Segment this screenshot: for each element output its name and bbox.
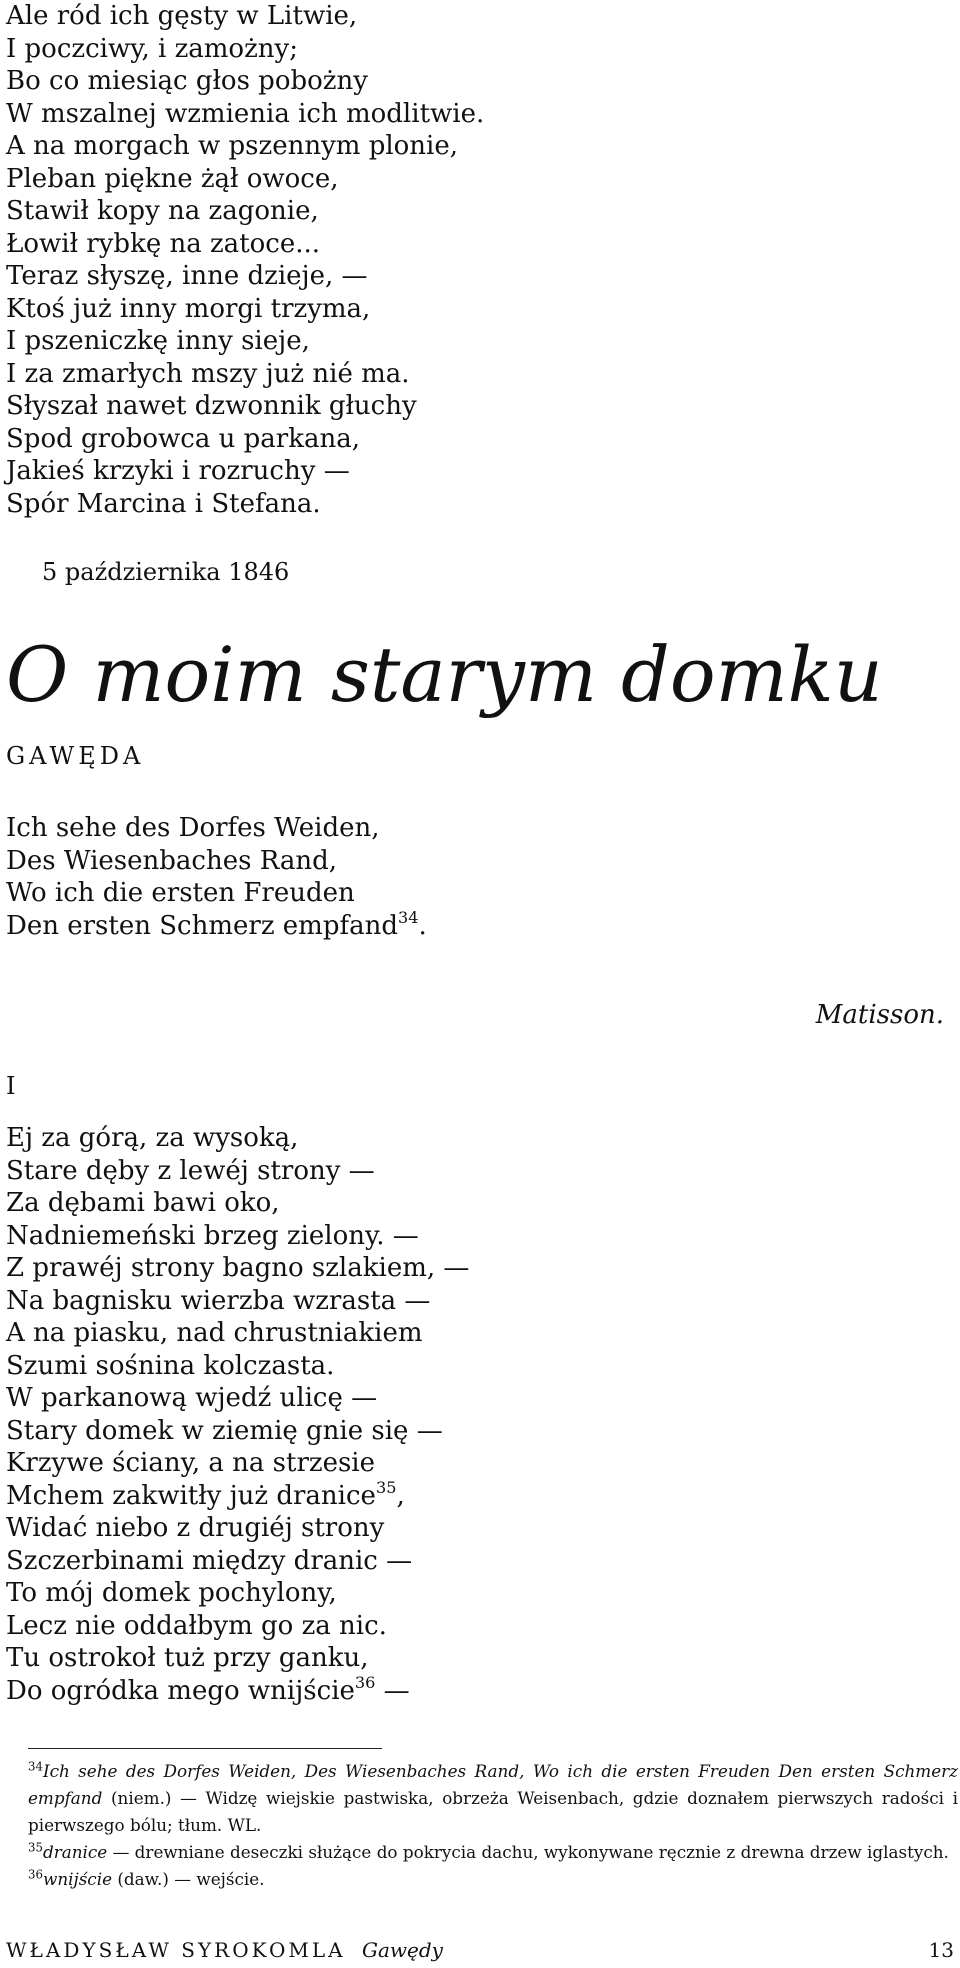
footnotes (28, 1758, 958, 1893)
verse-line (6, 1155, 469, 1188)
verse-line (6, 1220, 469, 1253)
verse-text: Tu ostrokoł tuż przy ganku, (6, 1643, 369, 1673)
verse-text: Nadniemeński brzeg zielony. — (6, 1220, 419, 1251)
verse-line (6, 877, 427, 910)
verse-text: To mój domek pochylony, (6, 1578, 337, 1608)
verse-line (6, 1512, 469, 1545)
footnote-reference[interactable]: 35 (375, 1478, 397, 1498)
footer-book-title: Gawędy (361, 1938, 443, 1962)
page-number: 13 (928, 1938, 954, 1962)
verse-text: Na bagnisku wierzba wzrasta — (6, 1285, 431, 1316)
footnote (28, 1758, 958, 1839)
verse-line (6, 1447, 469, 1480)
footnote-separator (28, 1748, 382, 1749)
footnote-term: wnijście (42, 1869, 113, 1889)
verse-text: Stary domek w ziemię gnie się — (6, 1415, 443, 1446)
verse-text: Ej za górą, za wysoką, (6, 1123, 299, 1153)
verse-text: Wo ich die ersten Freuden (6, 878, 355, 908)
footnote-number: 36 (28, 1867, 43, 1882)
verse-punctuation: , (396, 1480, 405, 1511)
verse-line: Łowił rybkę na zatoce... (6, 228, 321, 259)
epigraph-author: Matisson. (815, 1000, 944, 1030)
verse-text: Krzywe ściany, a na strzesie (6, 1448, 376, 1478)
verse-line (6, 1317, 469, 1350)
verse-text: Szczerbinami między dranic — (6, 1545, 413, 1576)
verse-line: Ktoś już inny morgi trzyma, (6, 293, 371, 324)
verse-line (6, 1610, 469, 1643)
verse-text: Des Wiesenbaches Rand, (6, 845, 338, 876)
verse-line (6, 910, 427, 943)
verse-line (6, 1382, 469, 1415)
poem-title: O moim starym domku (6, 630, 883, 719)
verse-line: Jakieś krzyki i rozruchy — (6, 456, 350, 486)
verse-line: W mszalnej wzmienia ich modlitwie. (6, 98, 485, 129)
page-footer (6, 1938, 954, 1962)
verse-line: Spór Marcina i Stefana. (6, 488, 321, 519)
verse-line (6, 1187, 469, 1220)
verse-line: Ale ród ich gęsty w Litwie, (6, 1, 358, 31)
footnote (28, 1839, 958, 1866)
verse-line (6, 1285, 469, 1318)
verse-line: Słyszał nawet dzwonnik głuchy (6, 391, 417, 421)
verse-text: Ich sehe des Dorfes Weiden, (6, 813, 380, 843)
verse-line (6, 1415, 469, 1448)
verse-text: A na piasku, nad chrustniakiem (6, 1318, 423, 1348)
verse-line: I pszeniczkę inny sieje, (6, 326, 310, 356)
section-number: I (6, 1072, 17, 1100)
verse-line (6, 1480, 469, 1513)
verse-line: A na morgach w pszennym plonie, (6, 131, 459, 161)
verse-line (6, 845, 427, 878)
verse-text: Den ersten Schmerz empfand (6, 910, 398, 941)
footnote-text: (daw.) — wejście. (112, 1869, 265, 1889)
footnote-text: (niem.) — Widzę wiejskie pastwiska, obrzeża Weisenbach, gdzie doznałem pierwszych radości i pierwszego bólu; tłum. WL. (28, 1788, 958, 1835)
footnote (28, 1866, 958, 1893)
verse-line (6, 1675, 469, 1708)
verse-text: Lecz nie oddałbym go za nic. (6, 1610, 387, 1641)
footnote-number: 35 (28, 1840, 43, 1855)
verse-text: Do ogródka mego wnijście (6, 1675, 355, 1706)
verse-line (6, 1577, 469, 1610)
poem-date: 5 października 1846 (42, 558, 290, 586)
verse-text: Widać niebo z drugiéj strony (6, 1513, 385, 1543)
verse-text: Z prawéj strony bagno szlakiem, — (6, 1253, 470, 1283)
verse-line: Bo co miesiąc głos pobożny (6, 66, 368, 96)
stanza-1 (6, 1122, 469, 1707)
poem-genre: GAWĘDA (6, 742, 145, 770)
verse-line: Teraz słyszę, inne dzieje, — (6, 261, 368, 291)
verse-line (6, 1350, 469, 1383)
verse-line: Spod grobowca u parkana, (6, 423, 360, 454)
footer-author: WŁADYSŁAW SYROKOMLA (6, 1938, 346, 1962)
verse-line: I poczciwy, i zamożny; (6, 33, 298, 64)
verse-text: Mchem zakwitły już dranice (6, 1480, 376, 1511)
footnote-reference[interactable]: 36 (354, 1673, 376, 1693)
verse-punctuation: . (418, 910, 427, 941)
verse-line (6, 1122, 469, 1155)
verse-text: Za dębami bawi oko, (6, 1188, 280, 1218)
verse-text: Szumi sośnina kolczasta. (6, 1350, 335, 1381)
footnote-reference[interactable]: 34 (398, 908, 419, 928)
verse-line (6, 1545, 469, 1578)
footnote-term: dranice (42, 1842, 108, 1862)
verse-line: Pleban piękne żął owoce, (6, 163, 339, 194)
verse-line: Stawił kopy na zagonie, (6, 196, 319, 226)
verse-punctuation: — (375, 1675, 410, 1706)
verse-line (6, 1642, 469, 1675)
footnote-text: — drewniane deseczki służące do pokrycia dachu, wykonywane ręcznie z drewna drzew iglastych. (107, 1842, 949, 1862)
verse-line (6, 1252, 469, 1285)
verse-text: W parkanową wjedź ulicę — (6, 1383, 378, 1413)
verse-line (6, 812, 427, 845)
previous-poem-ending (6, 0, 484, 520)
verse-text: Stare dęby z lewéj strony — (6, 1155, 375, 1186)
epigraph (6, 812, 427, 942)
footnote-number: 34 (28, 1759, 43, 1774)
footnote-term: Ich sehe des Dorfes Weiden, Des Wiesenbaches Rand, Wo ich die ersten Freuden Den ersten Schmerz empfand (28, 1761, 958, 1808)
verse-line: I za zmarłych mszy już nié ma. (6, 358, 410, 389)
